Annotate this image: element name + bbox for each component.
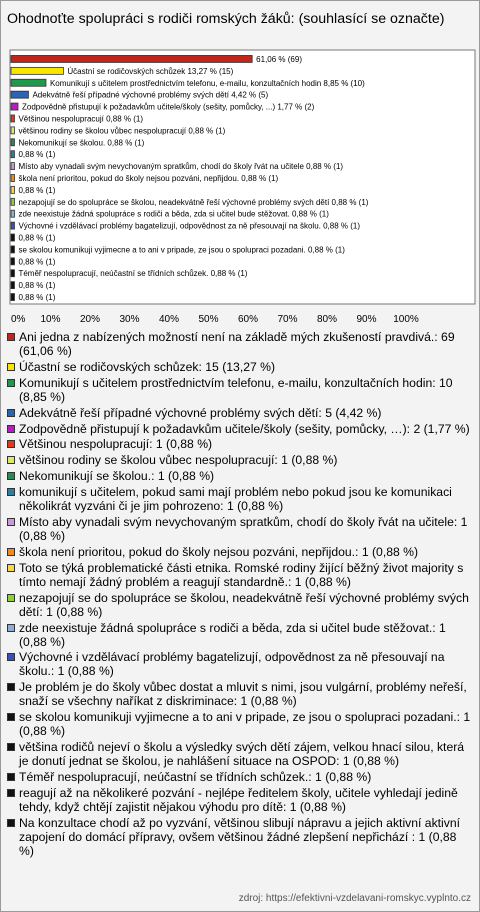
legend-label: reagují až na několikeré pozvání - nejlépe ředitelem školy, učitele vyhledají jedině tehdy, když chtějí zajistit nějakou výhodu pro dítě: 1 (0,88 %) (19, 785, 458, 814)
bar-3 (11, 79, 46, 86)
legend-item (7, 469, 473, 483)
legend-item (7, 406, 473, 420)
x-tick-label-1: 0% (11, 314, 26, 325)
legend-swatch (7, 379, 15, 387)
x-tick-label-7: 60% (237, 314, 259, 325)
bar-label-17: se skolou komunikuji vyjimecne a to ani v pripade, ze jsou o spolupraci pozadani. 0,88 % (1) (18, 245, 345, 255)
bar-label-12: 0,88 % (1) (18, 185, 56, 195)
bar-10 (11, 163, 14, 170)
legend-item (7, 485, 473, 513)
legend-swatch (7, 409, 15, 417)
legend-label: škola není prioritou, pokud do školy nejsou pozváni, nepřijdou.: 1 (0,88 %) (19, 544, 419, 559)
bar-15 (11, 222, 14, 229)
legend-swatch (7, 472, 15, 480)
legend-item (7, 453, 473, 467)
legend-swatch (7, 440, 15, 448)
legend-label: zde neexistuje žádná spolupráce s rodiči a běda, zda si učitel bude stěžovat.: 1 (0,88 %) (19, 620, 446, 649)
bar-label-13: nezapojují se do spolupráce se školou, neadekvátně řeší výchovné problémy svých dětí 0,88 % (1) (18, 197, 369, 207)
bar-label-7: většinou rodiny se školou vůbec nespolupracují 0,88 % (1) (18, 126, 226, 136)
bar-label-20: 0,88 % (1) (18, 281, 56, 291)
bar-label-11: škola není prioritou, pokud do školy nejsou pozváni, nepřijdou. 0,88 % (1) (18, 174, 279, 183)
bar-19 (11, 270, 14, 277)
bar-label-14: zde neexistuje žádná spolupráce s rodiči a běda, zda si učitel bude stěžovat. 0,88 % (1) (18, 209, 329, 219)
bar-label-3: Komunikují s učitelem prostřednictvím telefonu, e-mailu, konzultačních hodin 8,85 % (10) (49, 78, 365, 88)
legend-label: se skolou komunikuji vyjimecne a to ani v pripade, ze jsou o spolupraci pozadani.: 1 (0,88 %) (19, 710, 471, 739)
bar-label-16: 0,88 % (1) (18, 233, 56, 243)
legend-label: Komunikují s učitelem prostřednictvím telefonu, e-mailu, konzultačních hodin: 10 (8,85 %) (19, 375, 453, 404)
x-tick-label-10: 90% (356, 314, 377, 325)
legend-item (7, 561, 473, 589)
legend-item (7, 360, 473, 374)
bar-1 (11, 55, 252, 62)
legend-swatch (7, 548, 15, 556)
chart-title: Ohodnoťte spolupráci s rodiči romských žáků: (souhlasící se označte) (7, 11, 445, 27)
legend-swatch (7, 713, 15, 721)
legend-label: nezapojují se do spolupráce se školou, neadekvátně řeší výchovné problémy svých dětí: 1 (0,88 %) (19, 590, 469, 619)
chart-legend (7, 330, 473, 860)
bar-17 (11, 246, 14, 253)
legend-label: Výchovné i vzdělávací problémy bagatelizují, odpovědnost za ně přesouvají na školu.: 1 (0,88 %) (19, 650, 445, 679)
legend-label: Nekomunikují se školou.: 1 (0,88 %) (19, 469, 215, 484)
legend-swatch (7, 425, 15, 433)
legend-item (7, 621, 473, 649)
legend-label: Toto se týká problematické části etnika. Romské rodiny žijící běžný život majority s tímto nemají žádný problém a reagují standardně.: 1 (0,88 %) (19, 560, 464, 589)
legend-item (7, 740, 473, 768)
bar-5 (11, 103, 18, 110)
bar-11 (11, 175, 14, 182)
legend-label: Téměř nespolupracují, neúčastní se třídních schůzek.: 1 (0,88 %) (19, 770, 372, 785)
x-tick-label-3: 20% (79, 314, 101, 325)
bar-21 (11, 294, 14, 301)
legend-label: Ani jedna z nabízených možností není na základě mých zkušeností pravdivá.: 69 (61,06 %) (19, 330, 455, 358)
legend-swatch (7, 789, 15, 797)
bar-label-21: 0,88 % (1) (18, 293, 56, 303)
legend-item (7, 816, 473, 858)
legend-label: Místo aby vynadali svým nevychovaným spratkům, chodí do školy řvát na učitele: 1 (0,88 %) (19, 515, 468, 544)
bar-12 (11, 186, 14, 193)
bar-label-15: Výchovné i vzdělávací problémy bagatelizují, odpovědnost za ně přesouvají na školu. 0,88 % (1) (18, 221, 361, 231)
legend-item (7, 786, 473, 814)
bar-16 (11, 234, 14, 241)
x-tick-label-5: 40% (158, 314, 180, 325)
legend-swatch (7, 456, 15, 464)
legend-swatch (7, 363, 15, 371)
legend-swatch (7, 624, 15, 632)
bar-label-1: 61,06 % (69) (256, 54, 302, 64)
legend-item (7, 437, 473, 451)
bar-label-2: Účastní se rodičovských schůzek 13,27 % (15) (67, 66, 234, 76)
bar-18 (11, 258, 14, 265)
legend-item (7, 515, 473, 543)
bar-6 (11, 115, 14, 122)
legend-swatch (7, 488, 15, 496)
source-note: zdroj: https://efektivni-vzdelavani-romskyc.vyplnto.cz (238, 893, 471, 904)
bar-label-8: Nekomunikují se školou. 0,88 % (1) (18, 138, 145, 148)
legend-swatch (7, 743, 15, 751)
bar-8 (11, 139, 14, 146)
bar-label-10: Místo aby vynadali svým nevychovaným spratkům, chodí do školy řvát na učitele 0,88 % (1) (18, 162, 344, 172)
legend-label: většina rodičů nejeví o školu a výsledky svých dětí zájem, velkou hnací silou, která je donutí jednat se školou, je nahlášení situace na OSPOD: 1 (0,88 %) (19, 740, 465, 769)
legend-item (7, 650, 473, 678)
legend-swatch (7, 653, 15, 661)
legend-item (7, 376, 473, 404)
legend-item (7, 330, 473, 358)
bar-4 (11, 91, 28, 98)
bar-20 (11, 282, 14, 289)
x-tick-label-9: 80% (316, 314, 338, 325)
legend-item (7, 710, 473, 738)
legend-item (7, 545, 473, 559)
bar-13 (11, 198, 14, 205)
bar-label-5: Zodpovědně přistupují k požadavkům učitele/školy (sešity, pomůcky, ...) 1,77 % (2) (21, 102, 315, 112)
legend-item (7, 591, 473, 619)
bar-2 (11, 67, 63, 74)
legend-label: Zodpovědně přistupují k požadavkům učitele/školy (sešity, pomůcky, …): 2 (1,77 %) (19, 421, 470, 436)
x-tick-label-11: 100% (393, 314, 419, 325)
x-tick-label-4: 30% (119, 314, 140, 325)
legend-label: Většinou nespolupracují: 1 (0,88 %) (19, 437, 213, 452)
legend-label: Adekvátně řeší případné výchovné problémy svých dětí: 5 (4,42 %) (19, 405, 382, 420)
legend-swatch (7, 518, 15, 526)
legend-label: většinou rodiny se školou vůbec nespolupracují: 1 (0,88 %) (19, 453, 338, 468)
legend-label: komunikují s učitelem, pokud sami mají problém nebo pokud jsou ke komunikaci několikrát vyzváni či je jim pohrozeno: 1 (0,88 %) (19, 485, 452, 514)
legend-item (7, 680, 473, 708)
legend-label: Je problém je do školy vůbec dostat a mluvit s nimi, jsou vulgární, problémy neřeší, snaží se všechny naříkat z diskriminace: 1 (0,88 %) (19, 680, 467, 709)
bar-label-4: Adekvátně řeší případné výchovné problémy svých dětí 4,42 % (5) (32, 90, 269, 100)
bar-label-18: 0,88 % (1) (18, 257, 56, 267)
legend-item (7, 422, 473, 436)
bar-label-19: Téměř nespolupracují, neúčastní se třídních schůzek. 0,88 % (1) (18, 269, 248, 279)
legend-swatch (7, 333, 15, 341)
bar-14 (11, 210, 14, 217)
bar-label-9: 0,88 % (1) (18, 150, 56, 160)
legend-item (7, 770, 473, 784)
legend-swatch (7, 683, 15, 691)
x-tick-label-8: 70% (277, 314, 298, 325)
x-tick-label-6: 50% (198, 314, 219, 325)
bar-7 (11, 127, 14, 134)
legend-swatch (7, 819, 15, 827)
legend-swatch (7, 564, 15, 572)
bar-label-6: Většinou nespolupracují 0,88 % (1) (18, 114, 144, 124)
x-tick-label-2: 10% (40, 314, 61, 325)
legend-label: Na konzultace chodí až po vyzvání, většinou slibují nápravu a jejich aktivní aktivní zapojení do domácí přípravy, ovšem většinou žádné zlepšení nepřichází : 1 (0,88 %) (19, 815, 461, 858)
bar-chart (1, 1, 479, 331)
legend-swatch (7, 594, 15, 602)
legend-swatch (7, 773, 15, 781)
bar-9 (11, 151, 14, 158)
legend-label: Účastní se rodičovských schůzek: 15 (13,27 %) (19, 359, 276, 374)
